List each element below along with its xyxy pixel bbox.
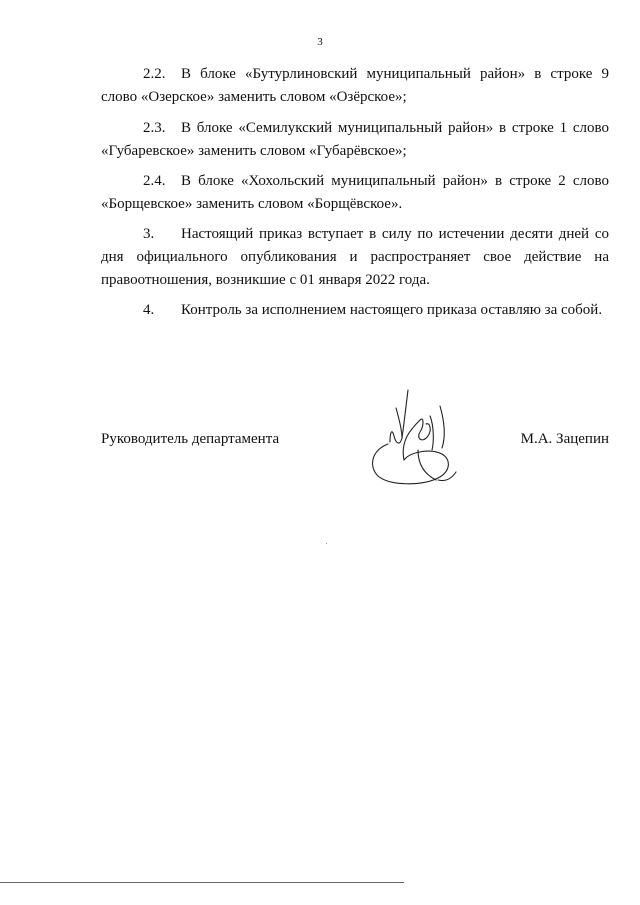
paragraph-line: дня официального опубликования и распространяет свое действие на — [101, 249, 609, 265]
paragraph-line: «Борщевское» заменить словом «Борщёвское». — [101, 196, 403, 212]
paragraph-line: правоотношения, возникшие с 01 января 2022 года. — [101, 272, 430, 288]
paragraph-number: 2.2. — [143, 66, 166, 82]
paragraph-text: В блоке «Хохольский муниципальный район» в строке 2 слово — [181, 173, 609, 189]
paragraph-number: 2.3. — [143, 120, 166, 136]
paragraph-line: «Губаревское» заменить словом «Губарёвское»; — [101, 143, 407, 159]
paragraph-line — [101, 117, 609, 140]
paragraph-3 — [101, 223, 609, 292]
paragraph-line — [101, 63, 609, 86]
paragraph-text: В блоке «Семилукский муниципальный район» в строке 1 слово — [181, 120, 609, 136]
signatory-position: Руководитель департамента — [101, 431, 280, 447]
paragraph-number: 4. — [143, 302, 155, 318]
paragraph-line — [101, 223, 609, 246]
handwritten-signature — [360, 386, 470, 496]
paragraph-4 — [101, 299, 609, 322]
footer-rule — [0, 882, 404, 883]
paragraph-2-2 — [101, 63, 609, 109]
paragraph-number: 3. — [143, 226, 155, 242]
paragraph-line: слово «Озерское» заменить словом «Озёрское»; — [101, 89, 407, 105]
paragraph-text: В блоке «Бутурлиновский муниципальный район» в строке 9 — [181, 66, 609, 82]
paragraph-line — [101, 299, 609, 322]
scan-speck — [326, 543, 327, 544]
paragraph-2-4 — [101, 170, 609, 216]
paragraph-2-3 — [101, 117, 609, 163]
page-number: 3 — [317, 36, 323, 48]
paragraph-line — [101, 170, 609, 193]
paragraph-text: Контроль за исполнением настоящего приказа оставляю за собой. — [181, 302, 603, 318]
signatory-name: М.А. Зацепин — [520, 431, 609, 447]
paragraph-text: Настоящий приказ вступает в силу по истечении десяти дней со — [181, 226, 609, 242]
paragraph-number: 2.4. — [143, 173, 166, 189]
